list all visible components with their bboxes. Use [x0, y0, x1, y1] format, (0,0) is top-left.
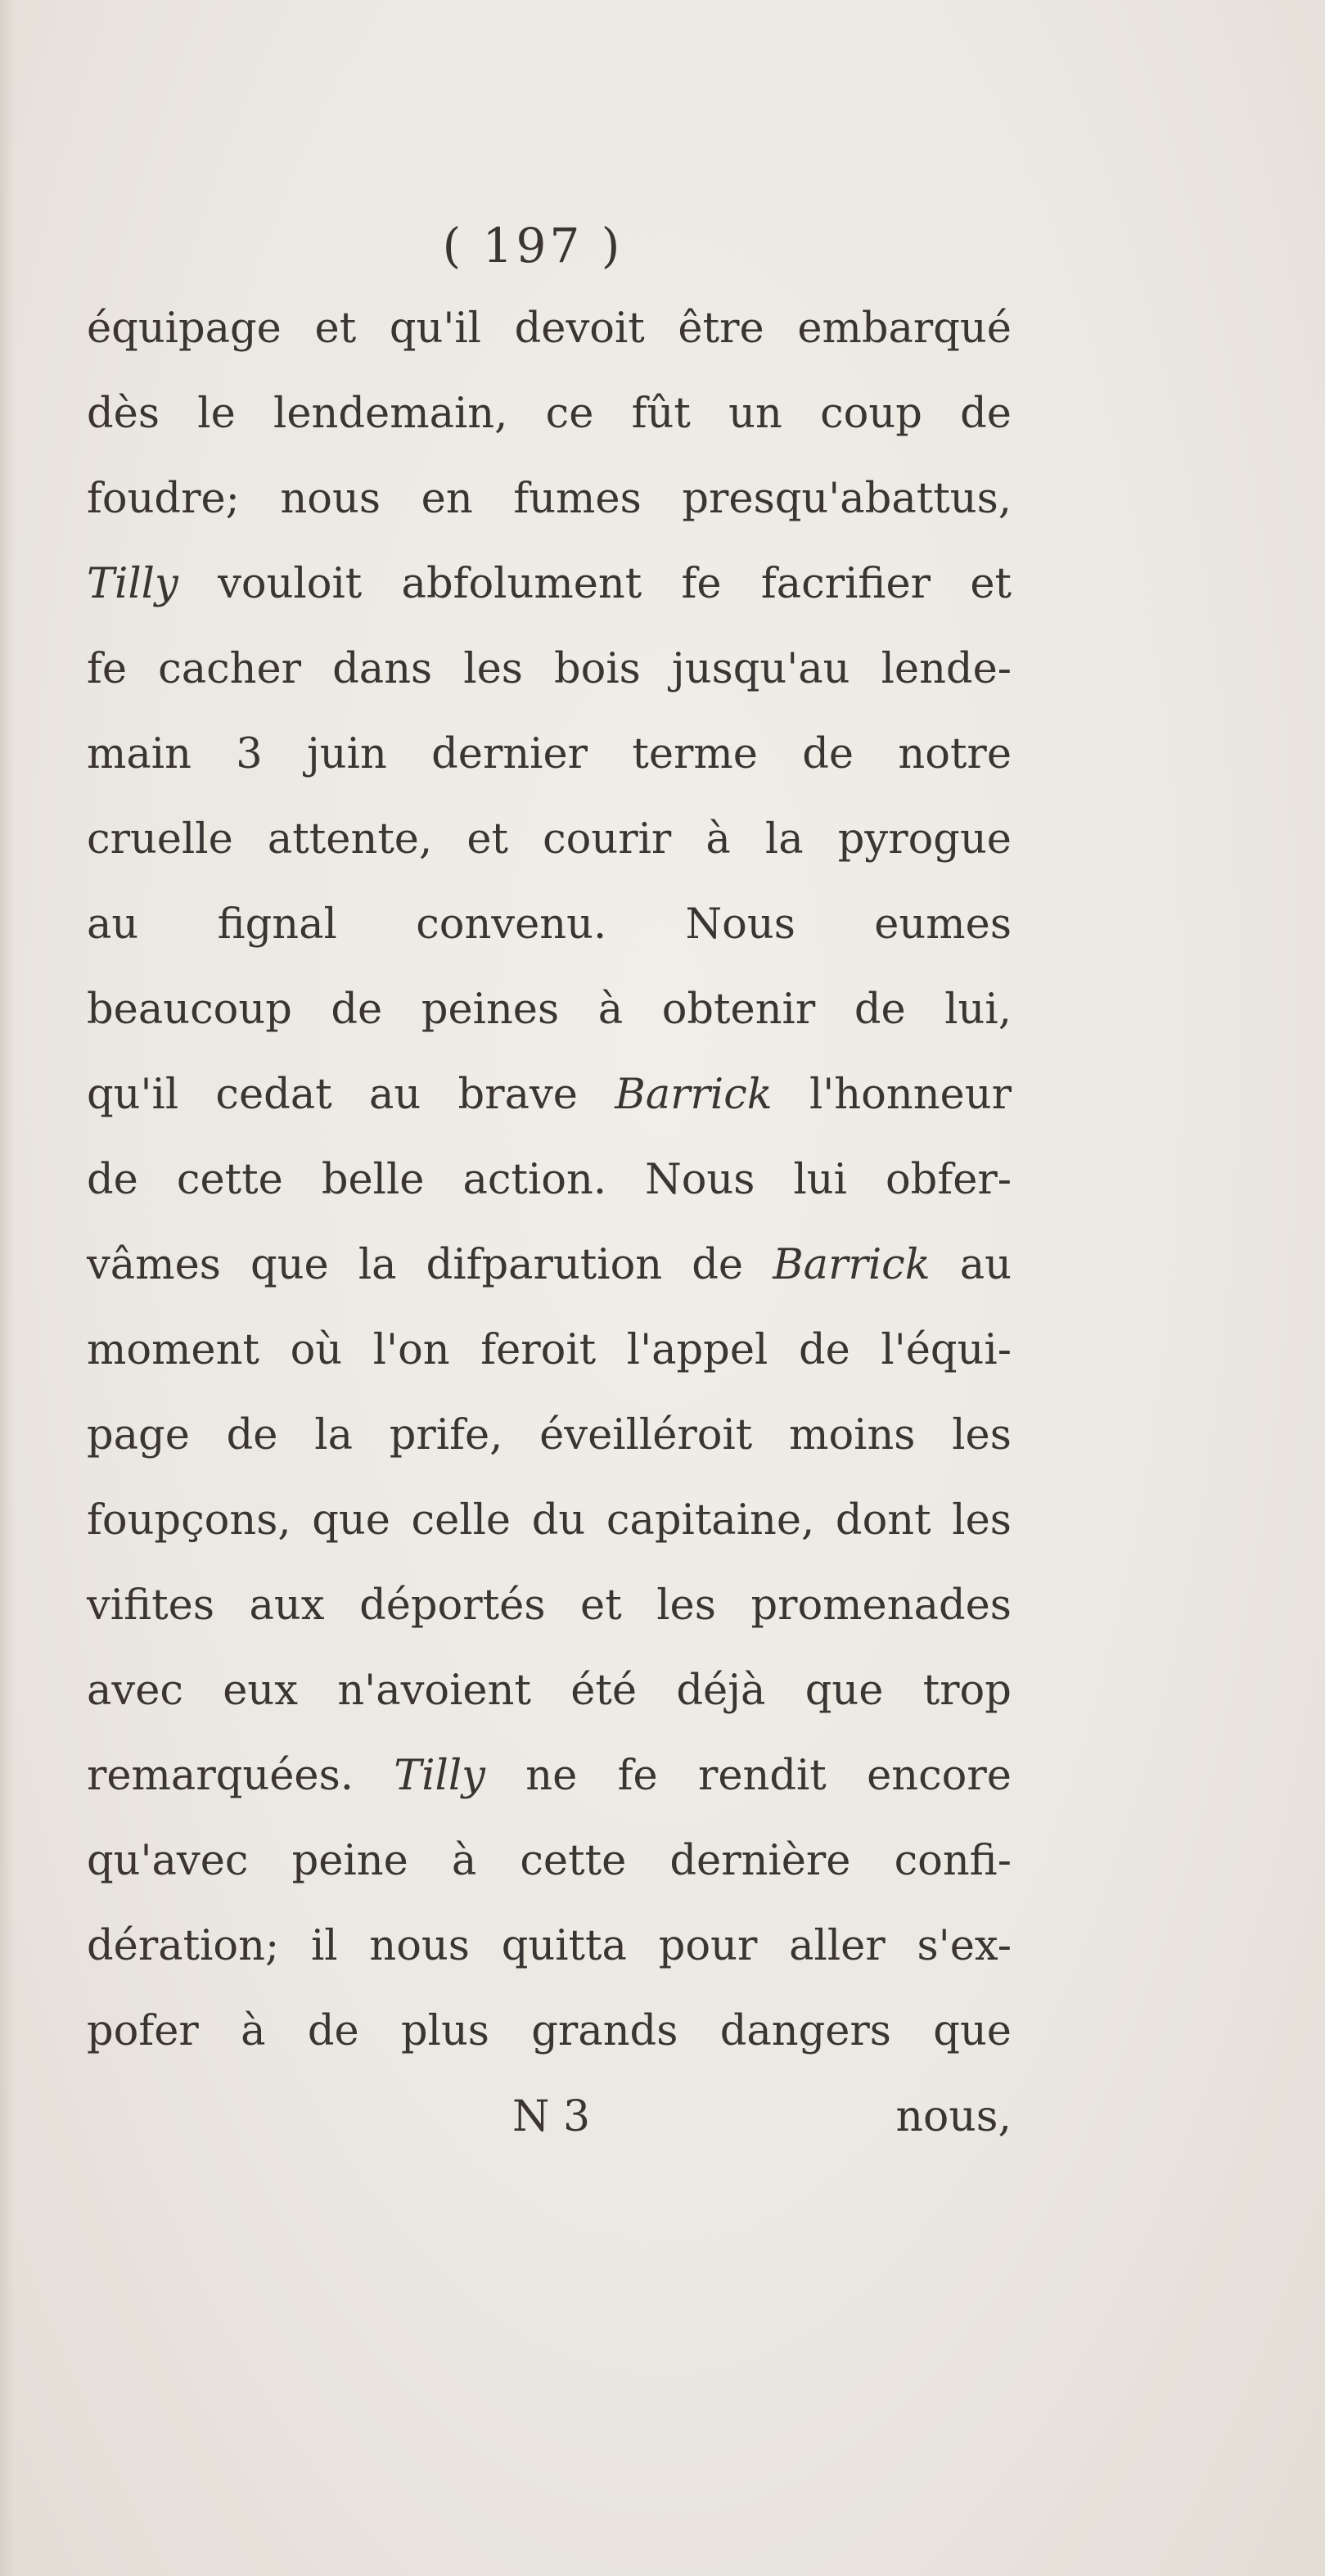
word: n'avoient: [337, 1667, 531, 1715]
word: lui,: [944, 986, 1012, 1034]
text-line: [87, 882, 1012, 968]
text-line: [87, 542, 1012, 627]
word: page: [87, 1411, 190, 1459]
word: facrifier: [760, 560, 931, 608]
word: rendit: [697, 1752, 827, 1800]
word: celle: [411, 1496, 512, 1545]
word: être: [678, 305, 764, 353]
text-line: [87, 797, 1012, 882]
word: notre: [898, 730, 1012, 778]
word: le: [197, 390, 236, 438]
word: attente,: [267, 815, 433, 864]
word: dès: [87, 390, 160, 438]
word: aller: [789, 1922, 886, 1970]
word: éveilléroit: [539, 1411, 753, 1459]
word: devoit: [514, 305, 645, 353]
word: en: [421, 475, 473, 523]
word: beaucoup: [87, 986, 292, 1034]
word: Tilly: [394, 1752, 485, 1800]
word: convenu.: [416, 900, 607, 949]
word: l'appel: [626, 1326, 768, 1374]
word: obfer-: [885, 1156, 1012, 1204]
word: moins: [789, 1411, 916, 1459]
word: promenades: [750, 1581, 1012, 1630]
word: obtenir: [661, 986, 816, 1034]
word: de: [798, 1326, 850, 1374]
text-line: [87, 1989, 1012, 2074]
word: dont: [835, 1496, 931, 1545]
text-line: [87, 1819, 1012, 1904]
word: cruelle: [87, 815, 233, 864]
word: au: [959, 1241, 1012, 1289]
word: courir: [543, 815, 672, 864]
word: nous: [369, 1922, 470, 1970]
word: presqu'abattus,: [682, 475, 1012, 523]
word: la: [314, 1411, 353, 1459]
word: difparution: [426, 1241, 663, 1289]
word: où: [290, 1326, 343, 1374]
word: juin: [306, 730, 387, 778]
word: eumes: [874, 900, 1012, 949]
word: Barrick: [773, 1241, 931, 1289]
word: peine: [291, 1837, 408, 1885]
body-text: [87, 286, 1012, 2074]
word: aux: [249, 1581, 325, 1630]
word: nous: [280, 475, 381, 523]
word: plus: [400, 2007, 489, 2055]
text-line: [87, 1393, 1012, 1478]
word: les: [952, 1496, 1012, 1545]
word: embarqué: [797, 305, 1012, 353]
word: que: [312, 1496, 390, 1545]
text-line: [87, 1478, 1012, 1563]
word: l'on: [372, 1326, 450, 1374]
word: fe: [617, 1752, 658, 1800]
word: du: [531, 1496, 586, 1545]
word: déjà: [676, 1667, 766, 1715]
word: équipage: [87, 305, 282, 353]
word: à: [241, 2007, 266, 2055]
word: moment: [87, 1326, 259, 1374]
word: et: [314, 305, 357, 353]
page-text-block: [87, 205, 1012, 2159]
word: cette: [176, 1156, 283, 1204]
word: avec: [87, 1667, 183, 1715]
word: que: [804, 1667, 884, 1715]
text-line: [87, 1734, 1012, 1819]
word: pour: [658, 1922, 758, 1970]
word: capitaine,: [606, 1496, 815, 1545]
word: dernière: [669, 1837, 851, 1885]
word: terme: [632, 730, 758, 778]
word: prife,: [389, 1411, 503, 1459]
word: Nous: [685, 900, 795, 949]
word: lende-: [881, 645, 1012, 693]
word: dération;: [87, 1922, 280, 1970]
word: de: [692, 1241, 744, 1289]
word: Tilly: [87, 560, 178, 608]
text-line: [87, 1563, 1012, 1649]
word: de: [226, 1411, 278, 1459]
word: au: [87, 900, 139, 949]
word: et: [580, 1581, 622, 1630]
word: fe: [87, 645, 128, 693]
word: un: [728, 390, 782, 438]
word: fignal: [217, 900, 337, 949]
word: fût: [631, 390, 691, 438]
word: main: [87, 730, 192, 778]
word: de: [307, 2007, 359, 2055]
word: dernier: [431, 730, 588, 778]
page-number: ( 197 ): [442, 218, 624, 273]
word: ne: [525, 1752, 578, 1800]
word: à: [451, 1837, 477, 1885]
word: les: [952, 1411, 1012, 1459]
word: de: [802, 730, 854, 778]
text-line: [87, 968, 1012, 1053]
word: remarquées.: [87, 1752, 354, 1800]
word: de: [87, 1156, 138, 1204]
word: dangers: [719, 2007, 891, 2055]
text-line: [87, 712, 1012, 797]
text-line: [87, 1649, 1012, 1734]
word: il: [310, 1922, 338, 1970]
word: peines: [421, 986, 560, 1034]
word: quitta: [501, 1922, 627, 1970]
word: qu'il: [389, 305, 481, 353]
word: que: [933, 2007, 1012, 2055]
word: été: [570, 1667, 638, 1715]
word: et: [466, 815, 508, 864]
page-footer: [87, 2074, 1012, 2159]
word: et: [970, 560, 1012, 608]
word: la: [764, 815, 804, 864]
word: de: [960, 390, 1012, 438]
word: pyrogue: [837, 815, 1012, 864]
word: dans: [332, 645, 433, 693]
word: confi-: [894, 1837, 1012, 1885]
word: ce: [545, 390, 594, 438]
word: encore: [867, 1752, 1012, 1800]
word: belle: [321, 1156, 425, 1204]
word: vâmes: [87, 1241, 221, 1289]
word: que: [250, 1241, 329, 1289]
word: feroit: [480, 1326, 597, 1374]
text-line: [87, 1223, 1012, 1308]
page-gutter-shadow: [0, 0, 15, 2576]
text-line: [87, 1138, 1012, 1223]
word: coup: [820, 390, 922, 438]
word: cedat: [215, 1071, 332, 1119]
word: foupçons,: [87, 1496, 291, 1545]
text-line: [87, 627, 1012, 712]
word: s'ex-: [917, 1922, 1012, 1970]
word: jusqu'au: [671, 645, 850, 693]
signature-mark: N 3: [512, 2092, 591, 2141]
word: à: [597, 986, 624, 1034]
word: action.: [462, 1156, 607, 1204]
word: abfolument: [401, 560, 642, 608]
word: eux: [223, 1667, 299, 1715]
word: la: [358, 1241, 397, 1289]
word: de: [854, 986, 906, 1034]
text-line: [87, 1308, 1012, 1393]
word: vouloit: [218, 560, 363, 608]
word: bois: [554, 645, 641, 693]
word: les: [656, 1581, 716, 1630]
word: les: [463, 645, 523, 693]
word: qu'avec: [87, 1837, 249, 1885]
word: au: [369, 1071, 421, 1119]
word: brave: [457, 1071, 578, 1119]
text-line: [87, 286, 1012, 372]
word: cette: [520, 1837, 627, 1885]
word: Nous: [645, 1156, 755, 1204]
word: l'honneur: [809, 1071, 1012, 1119]
word: l'équi-: [881, 1326, 1012, 1374]
text-line: [87, 457, 1012, 542]
word: vifites: [87, 1581, 214, 1630]
catchword: nous,: [895, 2092, 1012, 2141]
word: pofer: [87, 2007, 199, 2055]
word: trop: [922, 1667, 1012, 1715]
word: Barrick: [615, 1071, 773, 1119]
word: grands: [531, 2007, 678, 2055]
text-line: [87, 1904, 1012, 1989]
word: de: [331, 986, 383, 1034]
word: 3: [236, 730, 263, 778]
word: déportés: [359, 1581, 546, 1630]
word: qu'il: [87, 1071, 179, 1119]
word: lendemain,: [273, 390, 508, 438]
word: fumes: [513, 475, 642, 523]
word: cacher: [158, 645, 302, 693]
word: lui: [793, 1156, 847, 1204]
word: à: [705, 815, 731, 864]
word: foudre;: [87, 475, 240, 523]
text-line: [87, 372, 1012, 457]
text-line: [87, 1053, 1012, 1138]
word: fe: [681, 560, 722, 608]
